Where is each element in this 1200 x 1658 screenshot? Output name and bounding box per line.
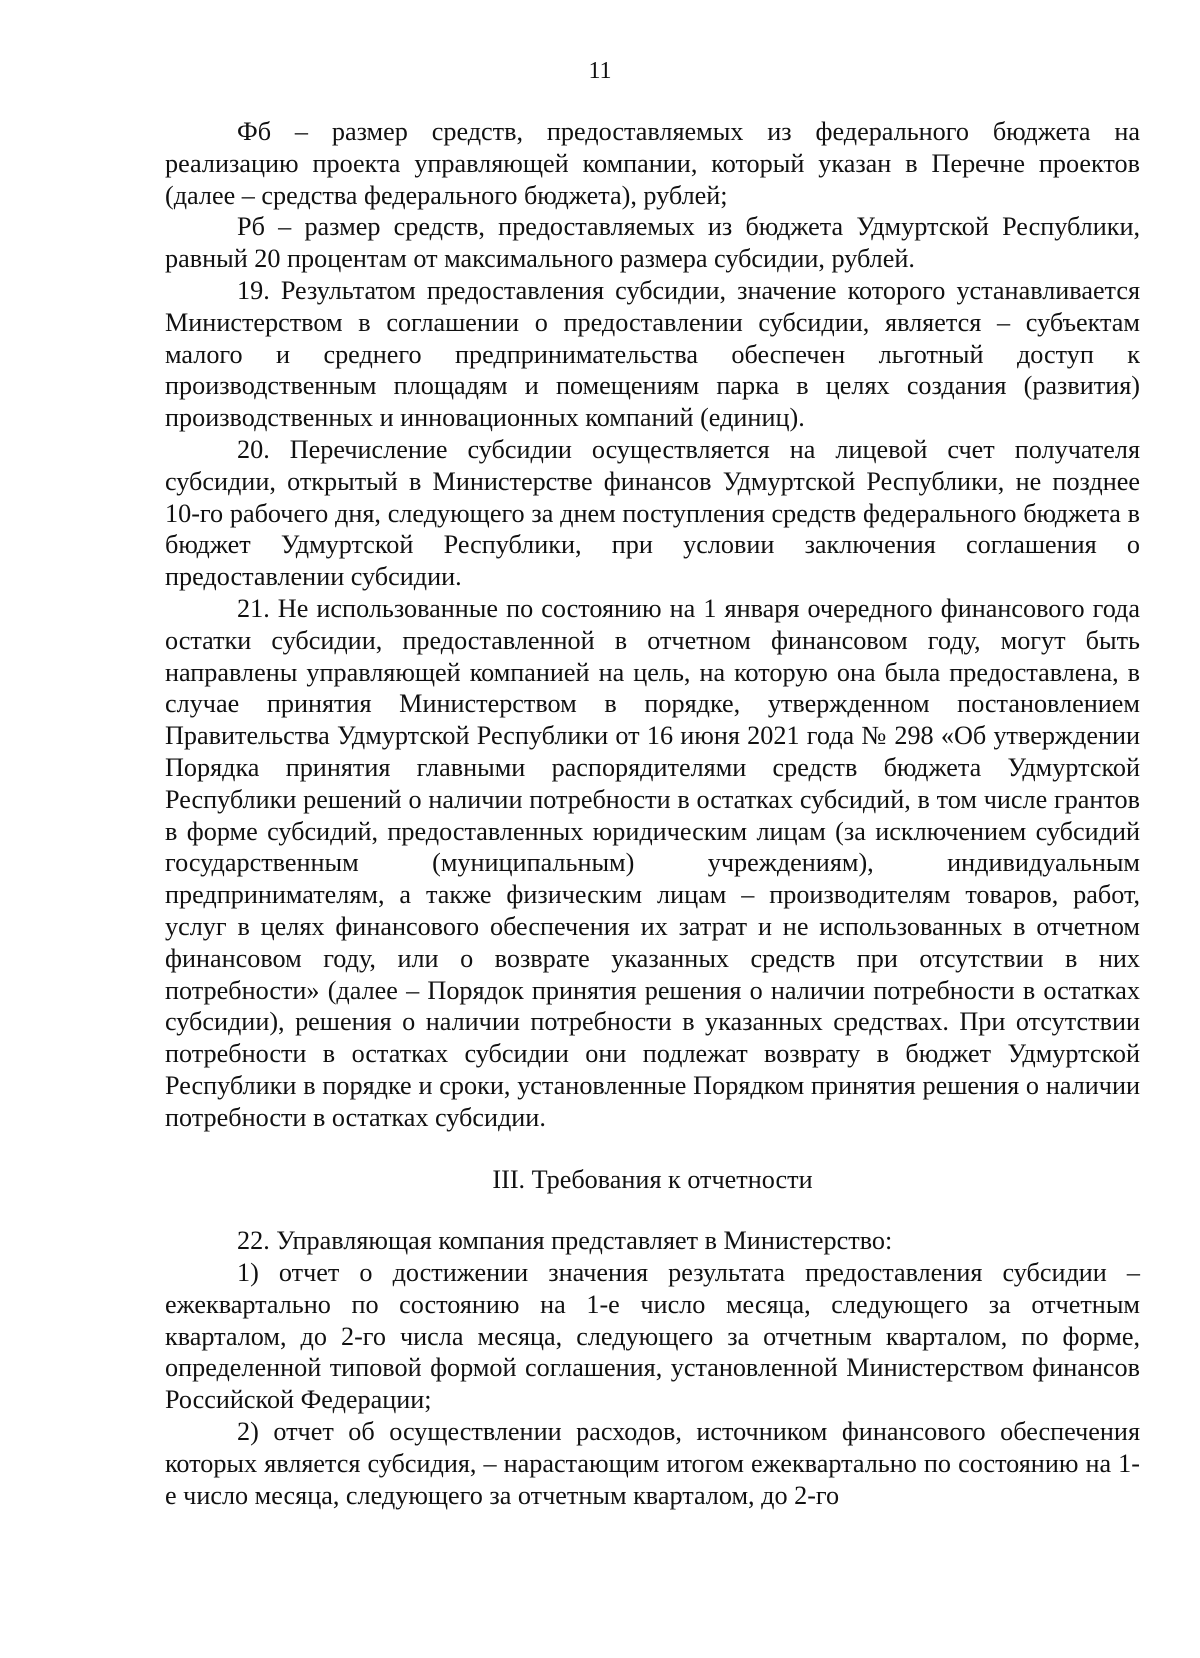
paragraph-22-item-1: 1) отчет о достижении значения результата предоставления субсидии – ежеквартально по состоянию на 1-е число месяца, следующего за отчетным кварталом, до 2-го числа месяца, следующего за отчетным кварталом, по форме, определенной типовой формой соглашения, установленной Министерством финансов Российской Федерации; <box>165 1258 1140 1415</box>
page-number: 11 <box>588 58 612 84</box>
paragraph-20-transfer: 20. Перечисление субсидии осуществляется на лицевой счет получателя субсидии, открытый в Министерстве финансов Удмуртской Республики, не позднее 10-го рабочего дня, следующего за днем поступления средств федерального бюджета в бюджет Удмуртской Республики, при условии заключения соглашения о предоставлении субсидии. <box>165 434 1140 592</box>
paragraph-19-result: 19. Результатом предоставления субсидии, значение которого устанавливается Министерством в соглашении о предоставлении субсидии, является – субъектам малого и среднего предпринимательства обеспечен льготный доступ к производственным площадям и помещениям парка в целях создания (развития) производственных и инновационных компаний (единиц). <box>165 275 1140 433</box>
paragraph-fb-definition: Фб – размер средств, предоставляемых из федерального бюджета на реализацию проекта управляющей компании, который указан в Перечне проектов (далее – средства федерального бюджета), рублей; <box>165 117 1140 210</box>
paragraph-22-item-2: 2) отчет об осуществлении расходов, источником финансового обеспечения которых является субсидия, – нарастающим итогом ежеквартально по состоянию на 1-е число месяца, следующего за отчетным кварталом, до 2-го <box>165 1417 1140 1510</box>
paragraph-rb-definition: Рб – размер средств, предоставляемых из бюджета Удмуртской Республики, равный 20 процентам от максимального размера субсидии, рублей. <box>165 212 1140 274</box>
paragraph-21-unused-balances: 21. Не использованные по состоянию на 1 января очередного финансового года остатки субсидии, предоставленной в отчетном финансовом году, могут быть направлены управляющей компанией на цель, на которую она была предоставлена, в случае принятия Министерством в порядке, утвержденном постановлением Правительства Удмуртской Республики от 16 июня 2021 года № 298 «Об утверждении Порядка принятия главными распорядителями средств бюджета Удмуртской Республики решений о наличии потребности в остатках субсидий, в том числе грантов в форме субсидий, предоставленных юридическим лицам (за исключением субсидий государственным (муниципальным) учреждениям), индивидуальным предпринимателям, а также физическим лицам – производителям товаров, работ, услуг в целях финансового обеспечения их затрат и не использованных в отчетном финансовом году, или о возврате указанных средств при отсутствии в них потребности» (далее – Порядок принятия решения о наличии потребности в остатках субсидии), решения о наличии потребности в указанных средствах. При отсутствии потребности в остатках субсидии они подлежат возврату в бюджет Удмуртской Республики в порядке и сроки, установленные Порядком принятия решения о наличии потребности в остатках субсидии. <box>165 593 1140 1132</box>
section-heading: III. Требования к отчетности <box>492 1164 813 1194</box>
document-body <box>165 116 1140 1511</box>
paragraph-22-reporting: 22. Управляющая компания представляет в Министерство: <box>237 1226 893 1256</box>
